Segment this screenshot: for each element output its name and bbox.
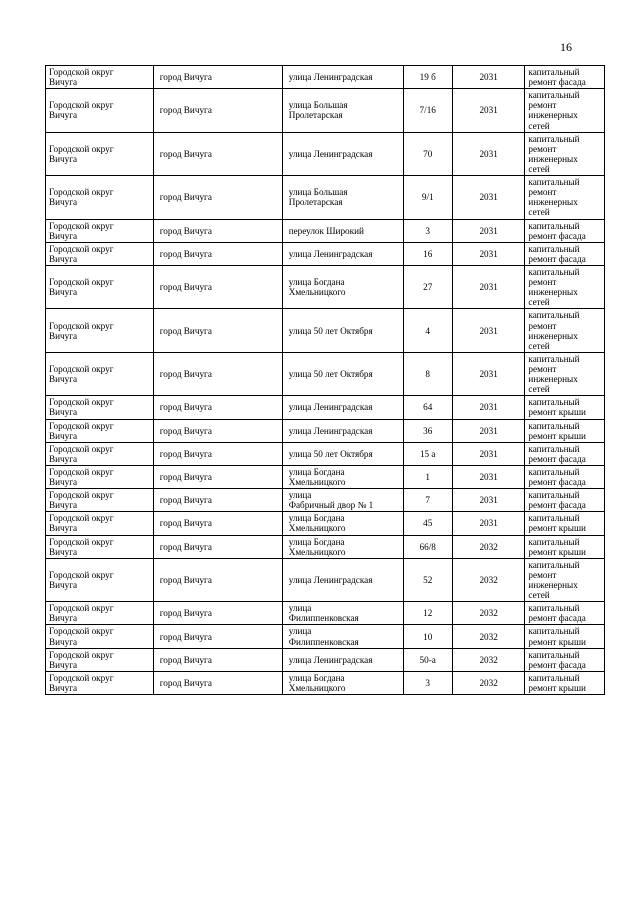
street-cell-text: улица Филиппенковская — [288, 603, 359, 624]
street-cell — [282, 242, 403, 265]
street-cell — [282, 352, 403, 395]
table-row — [46, 396, 605, 419]
year-cell-text: 2031 — [479, 148, 498, 159]
locality-cell — [153, 671, 282, 694]
locality-cell — [153, 176, 282, 219]
municipality-cell — [46, 396, 154, 419]
house-number-cell — [403, 625, 452, 648]
table-row — [46, 512, 605, 535]
work-type-cell-text: капитальный ремонт крыши — [528, 672, 586, 694]
street-cell-text: улица Ленинградская — [288, 402, 373, 413]
locality-cell-text: город Вичуга — [159, 471, 212, 482]
street-cell — [282, 419, 403, 442]
street-cell-text: улица Ленинградская — [288, 72, 373, 83]
locality-cell — [153, 512, 282, 535]
year-cell-text: 2032 — [479, 574, 498, 585]
house-number-cell-text: 10 — [423, 631, 433, 642]
locality-cell — [153, 396, 282, 419]
locality-cell-text: город Вичуга — [159, 105, 212, 116]
street-cell — [282, 648, 403, 671]
work-type-cell — [525, 671, 605, 694]
house-number-cell-text: 1 — [425, 471, 431, 482]
municipality-cell — [46, 558, 154, 601]
municipality-cell — [46, 648, 154, 671]
locality-cell — [153, 602, 282, 625]
locality-cell-text: город Вичуга — [159, 541, 212, 552]
table-row — [46, 242, 605, 265]
house-number-cell — [403, 648, 452, 671]
street-cell — [282, 512, 403, 535]
municipality-cell-text: Городской округ Вичуга — [49, 536, 114, 557]
municipality-cell-text: Городской округ Вичуга — [49, 363, 114, 385]
year-cell — [452, 535, 525, 558]
house-number-cell — [403, 352, 452, 395]
house-number-cell — [403, 489, 452, 512]
year-cell — [452, 442, 525, 465]
work-type-cell-text: капитальный ремонт крыши — [528, 536, 586, 557]
street-cell-text: улица Фабричный двор № 1 — [288, 490, 374, 511]
work-type-cell — [525, 419, 605, 442]
locality-cell-text: город Вичуга — [159, 282, 212, 293]
house-number-cell-text: 16 — [423, 248, 433, 259]
locality-cell — [153, 489, 282, 512]
municipality-cell — [46, 242, 154, 265]
house-number-cell — [403, 535, 452, 558]
locality-cell-text: город Вичуга — [159, 608, 212, 619]
year-cell-text: 2031 — [479, 495, 498, 506]
street-cell-text: улица 50 лет Октября — [288, 448, 373, 459]
locality-cell — [153, 309, 282, 352]
year-cell-text: 2031 — [479, 402, 498, 413]
year-cell-text: 2032 — [479, 677, 498, 688]
locality-cell — [153, 89, 282, 132]
table-row — [46, 671, 605, 694]
street-cell — [282, 535, 403, 558]
work-type-cell — [525, 132, 605, 175]
municipality-cell-text: Городской округ Вичуга — [49, 67, 114, 88]
year-cell — [452, 489, 525, 512]
work-type-cell-text: капитальный ремонт инженерных сетей — [528, 90, 580, 131]
table-body — [46, 66, 605, 695]
house-number-cell-text: 4 — [425, 325, 431, 336]
year-cell-text: 2031 — [479, 369, 498, 379]
locality-cell-text: город Вичуга — [159, 225, 212, 236]
work-type-cell — [525, 535, 605, 558]
year-cell — [452, 625, 525, 648]
table-row — [46, 648, 605, 671]
year-cell — [452, 265, 525, 308]
table-row — [46, 265, 605, 308]
year-cell-text: 2031 — [479, 225, 498, 236]
street-cell — [282, 265, 403, 308]
municipality-cell — [46, 625, 154, 648]
house-number-cell-text: 12 — [423, 608, 433, 619]
locality-cell — [153, 465, 282, 488]
locality-cell — [153, 535, 282, 558]
street-cell-text: улица Ленинградская — [288, 654, 373, 665]
street-cell-text: улица Большая Пролетарская — [288, 187, 348, 208]
work-type-cell — [525, 352, 605, 395]
year-cell-text: 2032 — [479, 654, 498, 665]
year-cell-text: 2031 — [479, 248, 498, 259]
year-cell-text: 2031 — [479, 72, 498, 83]
work-type-cell — [525, 66, 605, 89]
house-number-cell — [403, 309, 452, 352]
locality-cell-text: город Вичуга — [159, 448, 212, 459]
work-type-cell-text: капитальный ремонт фасада — [528, 67, 586, 88]
table-row — [46, 89, 605, 132]
work-type-cell — [525, 489, 605, 512]
year-cell — [452, 309, 525, 352]
locality-cell-text: город Вичуга — [159, 325, 212, 336]
locality-cell — [153, 419, 282, 442]
municipality-cell-text: Городской округ Вичуга — [49, 513, 114, 534]
work-type-cell — [525, 442, 605, 465]
street-cell-text: улица Богдана Хмельницкого — [288, 466, 346, 488]
house-number-cell — [403, 558, 452, 601]
street-cell-text: улица Ленинградская — [288, 248, 373, 259]
locality-cell-text: город Вичуга — [159, 72, 212, 83]
year-cell — [452, 242, 525, 265]
table-row — [46, 558, 605, 601]
house-number-cell-text: 15 а — [419, 448, 436, 459]
year-cell-text: 2032 — [479, 541, 498, 552]
work-type-cell-text: капитальный ремонт крыши — [528, 397, 586, 418]
municipality-cell — [46, 176, 154, 219]
street-cell — [282, 219, 403, 242]
year-cell — [452, 89, 525, 132]
street-cell — [282, 442, 403, 465]
municipality-cell — [46, 352, 154, 395]
house-number-cell — [403, 602, 452, 625]
year-cell — [452, 66, 525, 89]
year-cell — [452, 648, 525, 671]
locality-cell-text: город Вичуга — [159, 677, 212, 688]
work-type-cell-text: капитальный ремонт инженерных сетей — [528, 310, 580, 351]
work-type-cell-text: капитальный ремонт фасада — [528, 243, 586, 264]
locality-cell-text: город Вичуга — [159, 402, 212, 413]
locality-cell — [153, 265, 282, 308]
year-cell-text: 2032 — [479, 608, 498, 619]
work-type-cell-text: капитальный ремонт инженерных сетей — [528, 266, 580, 308]
house-number-cell-text: 52 — [423, 574, 433, 585]
work-type-cell — [525, 242, 605, 265]
work-type-cell-text: капитальный ремонт инженерных сетей — [528, 177, 580, 218]
street-cell — [282, 66, 403, 89]
table-row — [46, 535, 605, 558]
house-number-cell — [403, 89, 452, 132]
locality-cell-text: город Вичуга — [159, 518, 212, 529]
repair-schedule-table — [45, 65, 605, 695]
street-cell — [282, 558, 403, 601]
house-number-cell-text: 66/8 — [419, 541, 436, 552]
street-cell-text: улица Филиппенковская — [288, 626, 359, 647]
house-number-cell-text: 19 б — [419, 72, 436, 83]
table-row — [46, 352, 605, 395]
locality-cell — [153, 648, 282, 671]
street-cell-text: улица Богдана Хмельницкого — [288, 536, 346, 557]
table-row — [46, 176, 605, 219]
street-cell — [282, 671, 403, 694]
work-type-cell-text: капитальный ремонт крыши — [528, 513, 586, 534]
municipality-cell — [46, 89, 154, 132]
house-number-cell-text: 3 — [425, 225, 431, 236]
municipality-cell-text: Городской округ Вичуга — [49, 100, 114, 121]
year-cell-text: 2031 — [479, 518, 498, 529]
street-cell-text: улица Ленинградская — [288, 148, 373, 159]
table-row — [46, 625, 605, 648]
work-type-cell-text: капитальный ремонт фасада — [528, 220, 586, 241]
locality-cell — [153, 625, 282, 648]
table-row — [46, 309, 605, 352]
house-number-cell-text: 70 — [423, 148, 433, 159]
year-cell-text: 2032 — [479, 631, 498, 642]
street-cell — [282, 602, 403, 625]
work-type-cell-text: капитальный ремонт фасада — [528, 443, 586, 464]
house-number-cell-text: 27 — [423, 282, 433, 293]
work-type-cell — [525, 648, 605, 671]
year-cell — [452, 132, 525, 175]
locality-cell — [153, 558, 282, 601]
year-cell — [452, 465, 525, 488]
municipality-cell — [46, 66, 154, 89]
municipality-cell-text: Городской округ Вичуга — [49, 187, 114, 208]
locality-cell-text: город Вичуга — [159, 574, 212, 585]
year-cell-text: 2031 — [479, 192, 498, 203]
municipality-cell-text: Городской округ Вичуга — [49, 143, 114, 164]
house-number-cell-text: 7 — [425, 495, 431, 506]
street-cell — [282, 132, 403, 175]
municipality-cell — [46, 309, 154, 352]
year-cell — [452, 602, 525, 625]
municipality-cell — [46, 419, 154, 442]
municipality-cell-text: Городской округ Вичуга — [49, 397, 114, 418]
municipality-cell-text: Городской округ Вичуга — [49, 243, 114, 264]
municipality-cell — [46, 535, 154, 558]
house-number-cell — [403, 512, 452, 535]
page-number: 16 — [560, 40, 572, 54]
year-cell — [452, 352, 525, 395]
work-type-cell-text: капитальный ремонт фасада — [528, 466, 586, 488]
locality-cell — [153, 242, 282, 265]
municipality-cell — [46, 489, 154, 512]
municipality-cell-text: Городской округ Вичуга — [49, 626, 114, 647]
street-cell — [282, 625, 403, 648]
street-cell — [282, 309, 403, 352]
house-number-cell-text: 9/1 — [421, 192, 434, 203]
year-cell-text: 2031 — [479, 325, 498, 336]
locality-cell — [153, 66, 282, 89]
locality-cell-text: город Вичуга — [159, 192, 212, 203]
municipality-cell-text: Городской округ Вичуга — [49, 277, 114, 298]
municipality-cell — [46, 132, 154, 175]
street-cell-text: улица Большая Пролетарская — [288, 100, 348, 121]
year-cell — [452, 558, 525, 601]
house-number-cell — [403, 465, 452, 488]
municipality-cell-text: Городской округ Вичуга — [49, 220, 114, 241]
house-number-cell — [403, 265, 452, 308]
locality-cell-text: город Вичуга — [159, 248, 212, 259]
municipality-cell — [46, 442, 154, 465]
year-cell-text: 2031 — [479, 282, 498, 293]
work-type-cell — [525, 396, 605, 419]
street-cell — [282, 396, 403, 419]
table-row — [46, 489, 605, 512]
house-number-cell — [403, 176, 452, 219]
street-cell — [282, 176, 403, 219]
street-cell-text: улица 50 лет Октября — [288, 369, 373, 379]
work-type-cell — [525, 512, 605, 535]
work-type-cell-text: капитальный ремонт крыши — [528, 420, 586, 441]
municipality-cell-text: Городской округ Вичуга — [49, 569, 114, 591]
work-type-cell — [525, 602, 605, 625]
house-number-cell — [403, 132, 452, 175]
table-row — [46, 602, 605, 625]
house-number-cell-text: 64 — [423, 402, 433, 413]
work-type-cell-text: капитальный ремонт инженерных сетей — [528, 133, 580, 174]
year-cell-text: 2031 — [479, 425, 498, 436]
year-cell-text: 2031 — [479, 105, 498, 116]
locality-cell-text: город Вичуга — [159, 425, 212, 436]
work-type-cell — [525, 625, 605, 648]
work-type-cell-text: капитальный ремонт инженерных сетей — [528, 353, 580, 395]
work-type-cell — [525, 89, 605, 132]
locality-cell — [153, 352, 282, 395]
table-row — [46, 442, 605, 465]
table-row — [46, 219, 605, 242]
house-number-cell — [403, 442, 452, 465]
work-type-cell — [525, 176, 605, 219]
street-cell-text: улица Ленинградская — [288, 574, 373, 585]
locality-cell — [153, 219, 282, 242]
municipality-cell-text: Городской округ Вичуга — [49, 420, 114, 441]
work-type-cell — [525, 219, 605, 242]
house-number-cell-text: 7/16 — [419, 105, 436, 116]
year-cell-text: 2031 — [479, 471, 498, 482]
street-cell-text: улица Ленинградская — [288, 425, 373, 436]
locality-cell-text: город Вичуга — [159, 631, 212, 642]
municipality-cell — [46, 219, 154, 242]
work-type-cell-text: капитальный ремонт фасада — [528, 649, 586, 670]
municipality-cell — [46, 671, 154, 694]
work-type-cell — [525, 309, 605, 352]
year-cell — [452, 671, 525, 694]
municipality-cell-text: Городской округ Вичуга — [49, 672, 114, 694]
municipality-cell-text: Городской округ Вичуга — [49, 320, 114, 341]
house-number-cell — [403, 66, 452, 89]
work-type-cell-text: капитальный ремонт фасада — [528, 490, 586, 511]
municipality-cell — [46, 512, 154, 535]
year-cell — [452, 219, 525, 242]
municipality-cell-text: Городской округ Вичуга — [49, 490, 114, 511]
street-cell — [282, 489, 403, 512]
table-row — [46, 66, 605, 89]
work-type-cell-text: капитальный ремонт фасада — [528, 603, 586, 624]
work-type-cell — [525, 265, 605, 308]
table-row — [46, 465, 605, 488]
work-type-cell — [525, 465, 605, 488]
locality-cell — [153, 132, 282, 175]
table-row — [46, 419, 605, 442]
house-number-cell-text: 50-а — [419, 654, 436, 665]
municipality-cell-text: Городской округ Вичуга — [49, 649, 114, 670]
locality-cell-text: город Вичуга — [159, 369, 212, 379]
house-number-cell-text: 3 — [425, 677, 431, 688]
table-row — [46, 132, 605, 175]
locality-cell-text: город Вичуга — [159, 495, 212, 506]
year-cell — [452, 419, 525, 442]
year-cell — [452, 512, 525, 535]
house-number-cell-text: 36 — [423, 425, 433, 436]
street-cell — [282, 465, 403, 488]
house-number-cell — [403, 219, 452, 242]
house-number-cell — [403, 419, 452, 442]
municipality-cell-text: Городской округ Вичуга — [49, 443, 114, 464]
year-cell-text: 2031 — [479, 448, 498, 459]
locality-cell — [153, 442, 282, 465]
street-cell-text: переулок Широкий — [288, 225, 364, 236]
street-cell-text: улица Богдана Хмельницкого — [288, 672, 346, 694]
street-cell — [282, 89, 403, 132]
street-cell-text: улица Богдана Хмельницкого — [288, 277, 346, 298]
municipality-cell — [46, 465, 154, 488]
year-cell — [452, 176, 525, 219]
year-cell — [452, 396, 525, 419]
house-number-cell — [403, 242, 452, 265]
street-cell-text: улица 50 лет Октября — [288, 325, 373, 336]
locality-cell-text: город Вичуга — [159, 654, 212, 665]
house-number-cell-text: 45 — [423, 518, 433, 529]
municipality-cell-text: Городской округ Вичуга — [49, 603, 114, 624]
house-number-cell — [403, 396, 452, 419]
house-number-cell — [403, 671, 452, 694]
municipality-cell — [46, 265, 154, 308]
work-type-cell-text: капитальный ремонт крыши — [528, 626, 586, 647]
work-type-cell — [525, 558, 605, 601]
municipality-cell — [46, 602, 154, 625]
municipality-cell-text: Городской округ Вичуга — [49, 466, 114, 488]
street-cell-text: улица Богдана Хмельницкого — [288, 513, 346, 534]
work-type-cell-text: капитальный ремонт инженерных сетей — [528, 559, 580, 601]
house-number-cell-text: 8 — [425, 369, 431, 379]
locality-cell-text: город Вичуга — [159, 148, 212, 159]
